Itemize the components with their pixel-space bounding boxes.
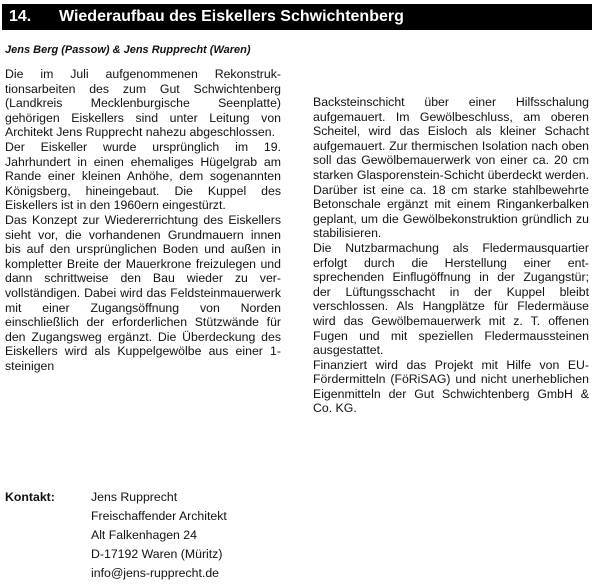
paragraph: Die Nutzbarmachung als Fledermausquartier erfolgt durch die Herstellung einer entsprechenden Einflugöffnung in der Zugangstür; der Lüftungsschacht in der Kuppel bleibt verschlossen. Als Hangplätze für Fledermäuse wird das Gewölbemauerwerk mit z. T. offenen Fugen und mit speziellen Fledermaussteinen ausgestattet. bbox=[313, 240, 589, 358]
contact-city: D-17192 Waren (Müritz) bbox=[91, 547, 223, 561]
paragraph: Das Konzept zur Wiedererrichtung des Eiskellers sieht vor, die vorhandenen Grundmauern innen bis auf den ursprünglichen Boden und außen in kompletter Breite der Mauerkrone freizulegen und dann schrittweise den Bau wieder zu vervollständigen. Dabei wird das Feldsteinmauerwerk mit einer Zugangsöffnung von Norden einschließlich der erforderlichen Stützwände für den Zugangsweg ergänzt. Die Überdeckung des Eiskellers wird als Kuppelgewölbe aus einer 1-steinigen bbox=[5, 212, 281, 373]
section-header bbox=[2, 4, 592, 30]
contact-role: Freischaffender Architekt bbox=[91, 509, 227, 523]
contact-email[interactable]: info@jens-rupprecht.de bbox=[91, 566, 220, 580]
paragraph: Die im Juli aufgenommenen Rekonstruktionsarbeiten des zum Gut Schwichtenberg (Landkreis Mecklenburgische Seenplatte) gehörigen Eiskellers sind unter Leitung von Architekt Jens Rupprecht nahezu abgeschlossen. bbox=[5, 67, 281, 140]
paragraph: Der Eiskeller wurde ursprünglich im 19. Jahrhundert in einen ehemaliges Hügelgrab am Rande einer kleinen Anhöhe, dem sogenannten Königsberg, hineingebaut. Die Kuppel des Eiskellers ist in den 1960ern eingestürzt. bbox=[5, 139, 281, 213]
paragraph: Finanziert wird das Projekt mit Hilfe von EU-Fördermitteln (FöRiSAG) und nicht unerheblichen Eigenmitteln der Gut Schwichtenberg GmbH & Co. KG. bbox=[313, 357, 589, 416]
contact-lines bbox=[91, 488, 227, 583]
authors-line: Jens Berg (Passow) & Jens Rupprecht (Waren) bbox=[5, 44, 251, 56]
left-column bbox=[5, 67, 281, 373]
contact-street: Alt Falkenhagen 24 bbox=[91, 528, 197, 542]
section-title: Wiederaufbau des Eiskellers Schwichtenberg bbox=[59, 8, 404, 25]
contact-name: Jens Rupprecht bbox=[91, 490, 178, 504]
paragraph: Backsteinschicht über einer Hilfsschalung aufgemauert. Im Gewölbeschluss, am oberen Scheitel, wird das Eisloch als kleiner Schacht aufgemauert. Zur thermischen Isolation nach oben soll das Gewölbemauerwerk von einer ca. 20 cm starken Glasporenstein-Schicht überdeckt werden. Darüber ist eine ca. 18 cm starke stahlbewehrte Betonschale ergänzt mit einem Ringankerbalken geplant, um die Gewölbekonstruktion gründlich zu stabilisieren. bbox=[313, 95, 589, 241]
section-number: 14. bbox=[9, 8, 32, 25]
contact-block bbox=[5, 488, 227, 583]
right-column bbox=[313, 95, 589, 416]
contact-label: Kontakt: bbox=[5, 490, 55, 504]
